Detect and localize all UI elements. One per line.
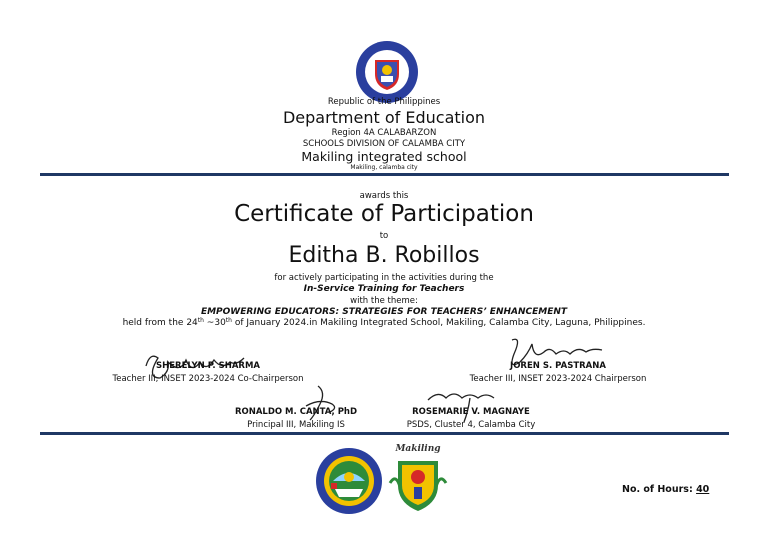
bottom-divider: [40, 432, 729, 435]
recipient-name: Editha B. Robillos: [288, 243, 480, 268]
principal-role: Principal III, Makiling IS: [247, 420, 345, 430]
signatory-left-role: Teacher III, INSET 2023-2024 Co-Chairperson: [112, 374, 304, 384]
held-text: held from the 24th ~30th of January 2024.in Makiling Integrated School, Makiling, Calamba City, Laguna, Philippines.: [122, 317, 646, 328]
awards-text: awards this: [359, 191, 409, 201]
school-logo-wordmark: Makiling: [395, 444, 441, 454]
school-name: Makiling integrated school: [301, 149, 467, 164]
school-address: Makiling, calamba city: [350, 164, 418, 171]
hours-value: 40: [696, 484, 710, 495]
psds-role: PSDS, Cluster 4, Calamba City: [406, 420, 536, 430]
republic-label: Republic of the Philippines: [327, 97, 441, 107]
training-name: In-Service Training for Teachers: [303, 284, 465, 294]
certificate-title: Certificate of Participation: [234, 201, 534, 227]
hours-field: [622, 484, 709, 495]
theme-intro: with the theme:: [350, 296, 418, 306]
psds-name: ROSEMARIE V. MAGNAYE: [412, 407, 530, 417]
department-name: Department of Education: [282, 108, 486, 127]
region-label: Region 4A CALABARZON: [331, 128, 437, 138]
theme-text: EMPOWERING EDUCATORS: STRATEGIES FOR TEACHERS’ ENHANCEMENT: [200, 307, 568, 317]
to-text: to: [379, 231, 389, 241]
principal-name: RONALDO M. CANTA, PhD: [234, 407, 358, 417]
signatory-right-role: Teacher III, INSET 2023-2024 Chairperson: [469, 374, 647, 384]
division-label: SCHOOLS DIVISION OF CALAMBA CITY: [302, 139, 466, 149]
deped-seal-icon: [355, 40, 419, 104]
hours-label: No. of Hours:: [622, 484, 693, 495]
participation-text: for actively participating in the activities during the: [274, 273, 494, 283]
signatory-left-name: SHERELYN P. SHARMA: [156, 361, 260, 371]
division-seal-icon: [315, 447, 383, 515]
signatory-right-name: JOREN S. PASTRANA: [510, 361, 606, 371]
signature-magnaye: [420, 384, 530, 424]
top-divider: [40, 173, 729, 176]
